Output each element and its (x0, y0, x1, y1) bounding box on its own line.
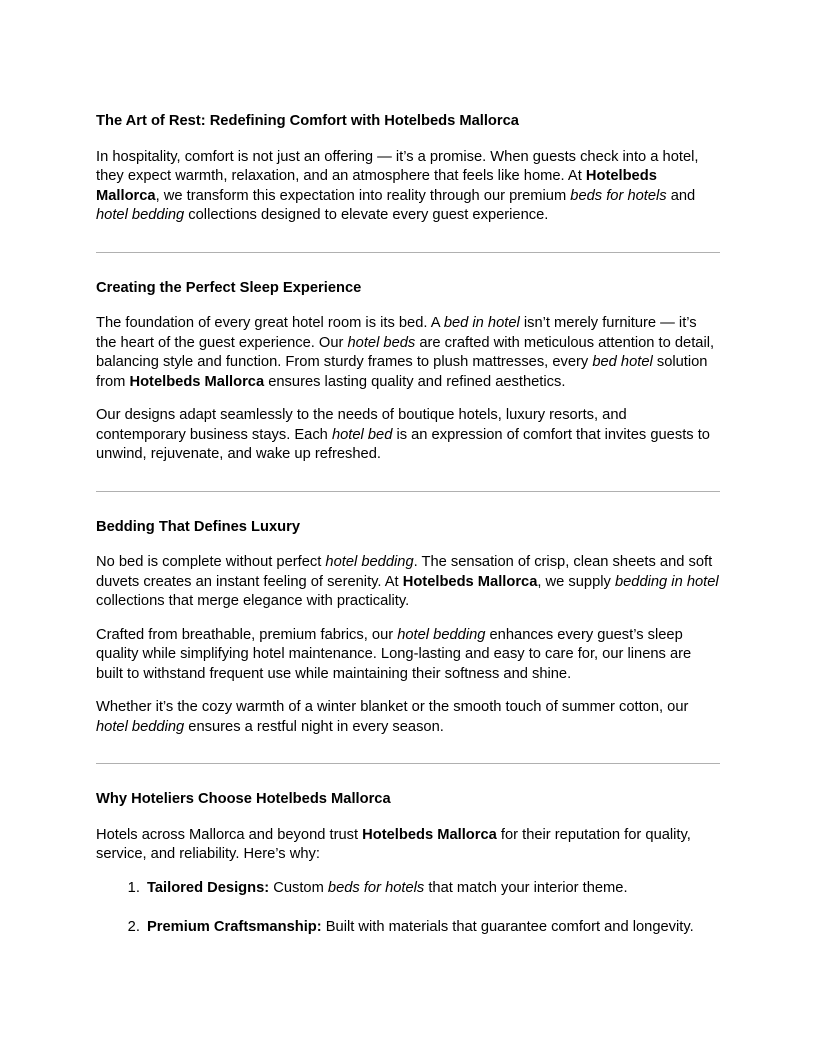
italic-text-run: beds for hotels (570, 187, 667, 204)
italic-text-run: hotel bed (331, 426, 393, 443)
bold-text-run: Tailored Designs: (147, 879, 270, 896)
text-run: , we transform this expectation into reality through our premium (155, 187, 571, 204)
list-item (144, 918, 720, 938)
section-heading: Creating the Perfect Sleep Experience (96, 279, 362, 296)
list-item (144, 879, 720, 899)
text-run: Crafted from breathable, premium fabrics, our (96, 626, 398, 643)
italic-text-run: bed in hotel (443, 315, 520, 331)
italic-text-run: hotel bedding (325, 554, 414, 570)
paragraph (96, 626, 720, 685)
text-run: In hospitality, comfort is not just an offering — it’s a promise. When guests check into a hotel, they expect warmth, relaxation, and an atmosphere that feels like home. At (96, 148, 699, 184)
paragraph (96, 148, 720, 226)
paragraph (96, 406, 720, 465)
text-run: Our designs adapt seamlessly to the needs of boutique hotels, luxury resorts, and contemporary business stays. Each (96, 407, 627, 443)
text-run: . The sensation of crisp, clean sheets and soft duvets creates an instant feeling of serenity. At (96, 554, 713, 590)
text-run: for their reputation for quality, service, and reliability. Here’s why: (96, 826, 691, 862)
italic-text-run: bed hotel (592, 354, 653, 370)
italic-text-run: bedding in hotel (614, 573, 719, 590)
text-run: collections designed to elevate every guest experience. (184, 207, 549, 223)
text-run: , we supply (537, 573, 615, 590)
bold-text-run: Hotelbeds Mallorca (362, 826, 497, 843)
text-run: is an expression of comfort that invites guests to unwind, rejuvenate, and wake up refreshed. (96, 426, 710, 462)
text-run: Hotels across Mallorca and beyond trust (96, 826, 363, 843)
italic-text-run: beds for hotels (327, 879, 425, 896)
text-run: solution from (96, 354, 708, 390)
italic-text-run: hotel bedding (96, 718, 185, 735)
text-run: ensures lasting quality and refined aesthetics. (264, 373, 566, 390)
section-heading: Bedding That Defines Luxury (96, 518, 301, 535)
bold-text-run: Premium Craftsmanship: (147, 919, 322, 935)
bold-text-run: Hotelbeds Mallorca (129, 373, 265, 390)
italic-text-run: hotel bedding (96, 207, 185, 223)
italic-text-run: hotel beds (347, 334, 416, 351)
text-run: No bed is complete without perfect (96, 554, 326, 570)
text-run: enhances every guest’s sleep quality while simplifying hotel maintenance. Long-lasting and easy to care for, our linens are built to withstand frequent use while maintaining their softness and shine. (96, 626, 692, 682)
section-divider (96, 491, 720, 492)
italic-text-run: hotel bedding (397, 626, 486, 643)
paragraph (96, 553, 720, 612)
paragraph (96, 826, 720, 865)
section-heading: Why Hoteliers Choose Hotelbeds Mallorca (96, 791, 391, 807)
bold-text-run: Hotelbeds Mallorca (96, 168, 657, 204)
text-run: The foundation of every great hotel room is its bed. A (96, 315, 444, 331)
text-run: collections that merge elegance with practicality. (96, 593, 410, 609)
numbered-list (96, 879, 720, 938)
section-divider (96, 763, 720, 764)
text-run: and (666, 187, 696, 204)
bold-text-run: Hotelbeds Mallorca (402, 573, 538, 590)
text-run: Whether it’s the cozy warmth of a winter blanket or the smooth touch of summer cotton, our (96, 699, 689, 715)
document-content (96, 112, 720, 938)
text-run: are crafted with meticulous attention to detail, balancing style and function. From sturdy frames to plush mattresses, every (96, 334, 715, 370)
section-divider (96, 252, 720, 253)
text-run: isn’t merely furniture — it’s the heart of the guest experience. Our (96, 315, 697, 351)
text-run: ensures a restful night in every season. (184, 718, 444, 735)
text-run: Custom (269, 879, 328, 896)
text-run: that match your interior theme. (424, 879, 628, 896)
paragraph (96, 314, 720, 392)
paragraph (96, 698, 720, 737)
document-title: The Art of Rest: Redefining Comfort with Hotelbeds Mallorca (96, 113, 519, 129)
text-run: Built with materials that guarantee comfort and longevity. (321, 919, 694, 935)
